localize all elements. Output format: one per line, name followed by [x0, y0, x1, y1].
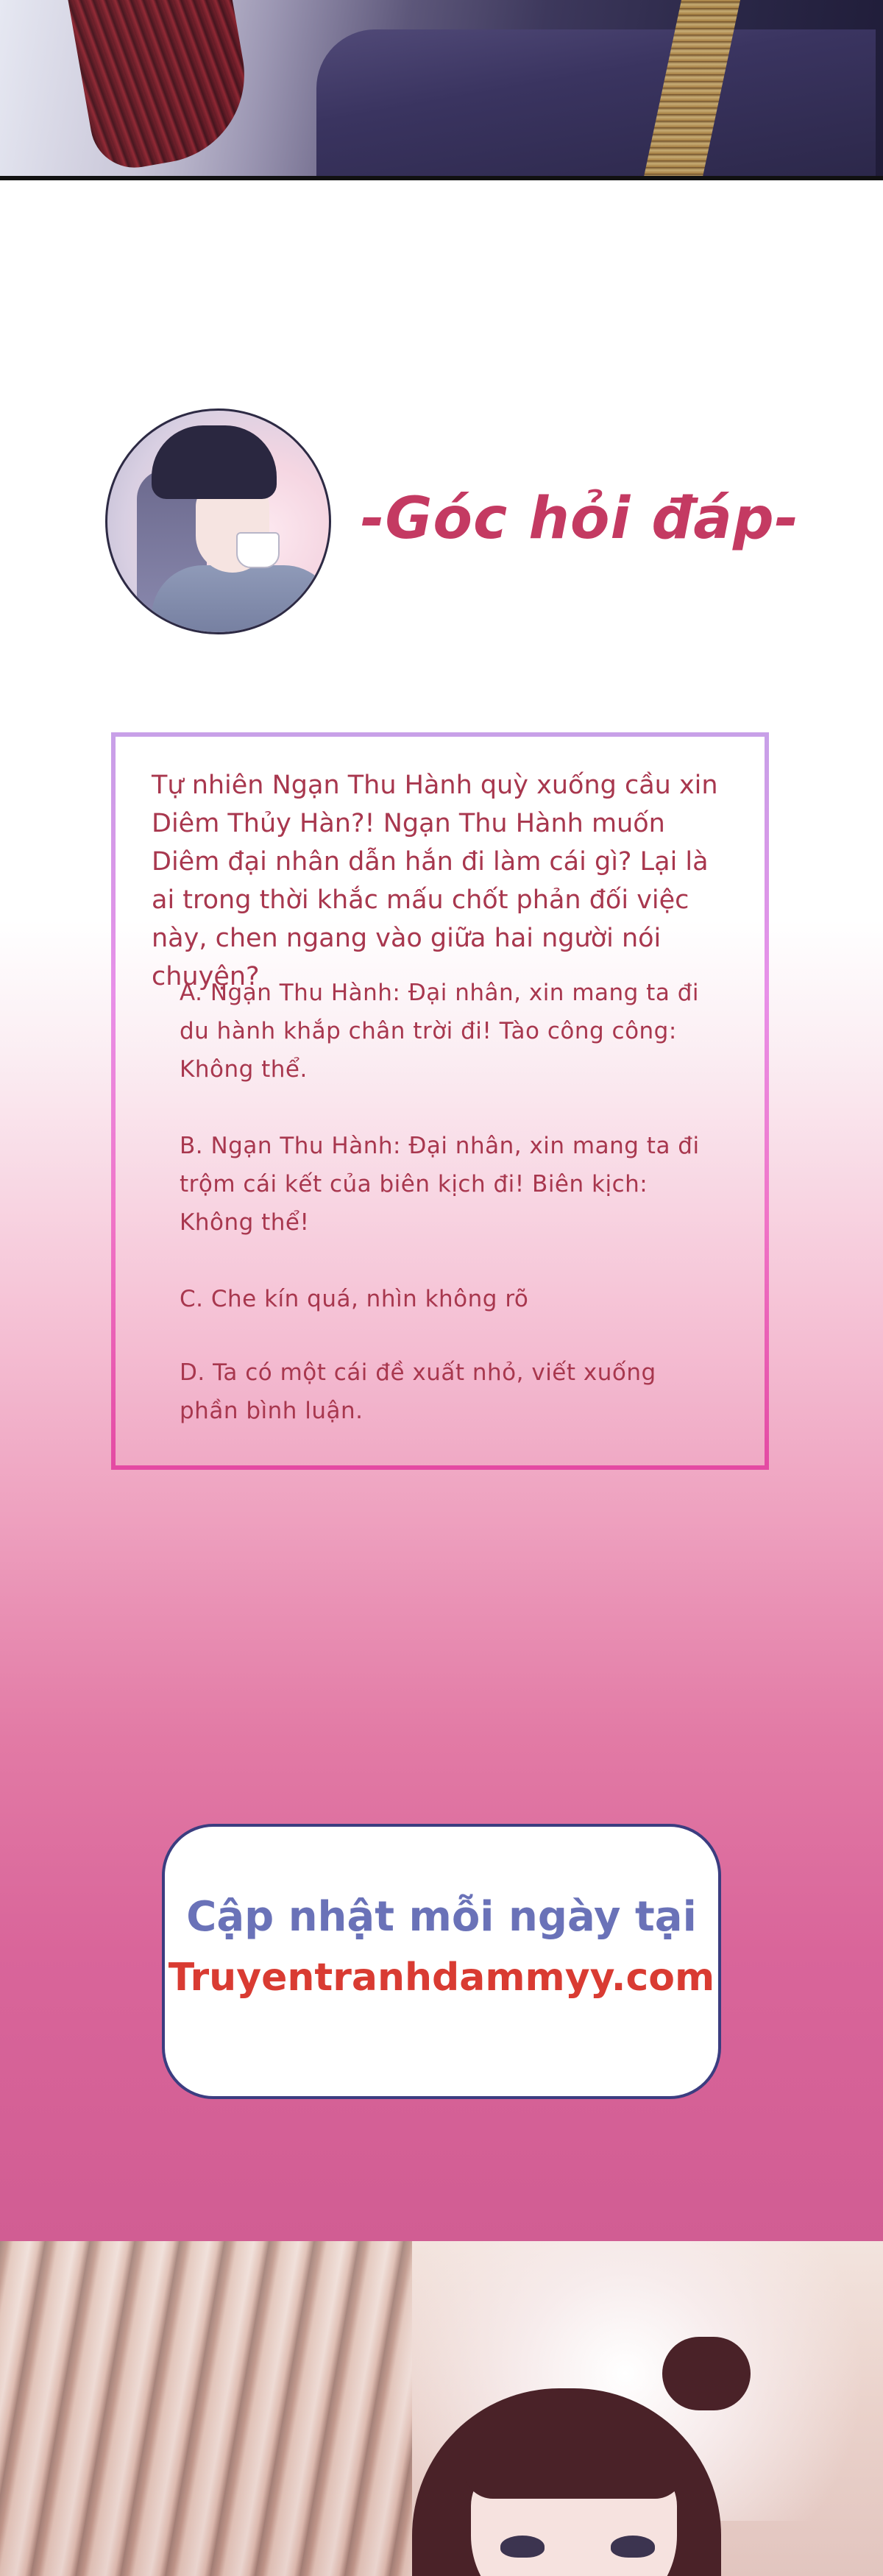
top-comic-panel [0, 0, 883, 180]
question-box [111, 732, 769, 1470]
comic-eye-right [611, 2536, 655, 2558]
tea-cup-icon [236, 532, 280, 568]
answer-option-a: A. Ngạn Thu Hành: Đại nhân, xin mang ta đi du hành khắp chân trời đi! Tào công công: Không thể. [180, 980, 699, 1083]
comic-robe-illustration [316, 29, 876, 180]
section-title: -Góc hỏi đáp- [361, 486, 800, 552]
comic-red-hair [65, 0, 258, 174]
panel-border [0, 176, 883, 180]
update-notice: Cập nhật mỗi ngày tại [186, 1893, 697, 1941]
bottom-comic-panel [0, 2241, 883, 2576]
answer-option-d: D. Ta có một cái đề xuất nhỏ, viết xuống phần bình luận. [180, 1359, 656, 1424]
comic-hair-bun [662, 2337, 751, 2410]
website-link[interactable]: Truyentranhdammyy.com [168, 1956, 715, 2000]
comic-window-bars [0, 2241, 412, 2576]
question-text: Tự nhiên Ngạn Thu Hành quỳ xuống cầu xin Diêm Thủy Hàn?! Ngạn Thu Hành muốn Diêm đại nhân dẫn hắn đi làm cái gì? Lại là ai trong thời khắc mấu chốt phản đối việc này, chen ngang vào giữa hai người nói chuyện? [152, 771, 718, 991]
answer-option-b: B. Ngạn Thu Hành: Đại nhân, xin mang ta đi trộm cái kết của biên kịch đi! Biên kịch: Không thể! [180, 1133, 700, 1236]
comic-eye-left [500, 2536, 545, 2558]
answer-option-c: C. Che kín quá, nhìn không rõ [180, 1286, 529, 1312]
character-avatar [105, 408, 331, 634]
update-info-card [162, 1824, 721, 2099]
